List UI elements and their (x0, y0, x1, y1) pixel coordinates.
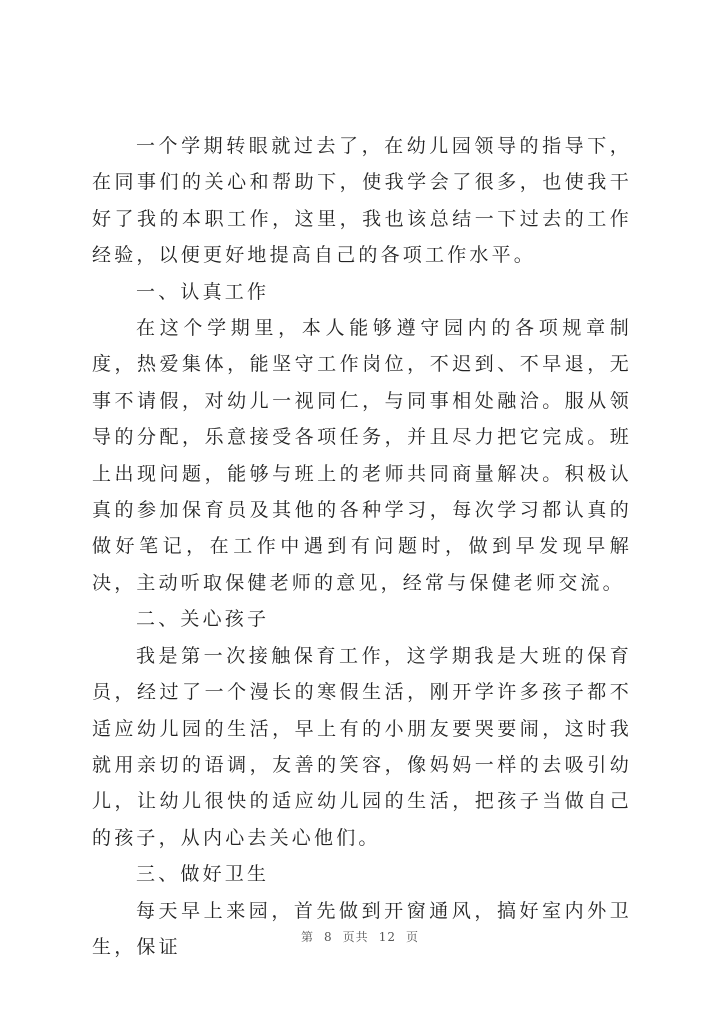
footer-suffix: 页 (405, 930, 419, 944)
section-heading-1: 一、认真工作 (136, 280, 270, 303)
footer-current-page: 8 (324, 930, 333, 944)
footer-middle: 页共 (342, 930, 369, 944)
intro-paragraph: 一个学期转眼就过去了，在幼儿园领导的指导下，在同事们的关心和帮助下，使我学会了很多，也使我干好了我的本职工作，这里，我也该总结一下过去的工作经验，以便更好地提高自己的各项工作水平。 (92, 135, 632, 267)
section-heading-2: 二、关心孩子 (136, 608, 270, 631)
footer-prefix: 第 (301, 930, 315, 944)
page-footer (0, 928, 720, 945)
section-heading-3: 三、做好卫生 (136, 863, 270, 886)
footer-total-pages: 12 (378, 930, 396, 944)
section-2-paragraph: 我是第一次接触保育工作，这学期我是大班的保育员，经过了一个漫长的寒假生活，刚开学许多孩子都不适应幼儿园的生活，早上有的小朋友要哭要闹，这时我就用亲切的语调，友善的笑容，像妈妈一样的去吸引幼儿，让幼儿很快的适应幼儿园的生活，把孩子当做自己的孩子，从内心去关心他们。 (92, 644, 632, 849)
section-3-paragraph: 每天早上来园，首先做到开窗通风，搞好室内外卫生，保证 (92, 899, 632, 958)
document-body (92, 128, 632, 965)
section-1-paragraph: 在这个学期里，本人能够遵守园内的各项规章制度，热爱集体，能坚守工作岗位，不迟到、不早退，无事不请假，对幼儿一视同仁，与同事相处融洽。服从领导的分配，乐意接受各项任务，并且尽力把它完成。班上出现问题，能够与班上的老师共同商量解决。积极认真的参加保育员及其他的各种学习，每次学习都认真的做好笔记，在工作中遇到有问题时，做到早发现早解决，主动听取保健老师的意见，经常与保健老师交流。 (92, 317, 632, 594)
